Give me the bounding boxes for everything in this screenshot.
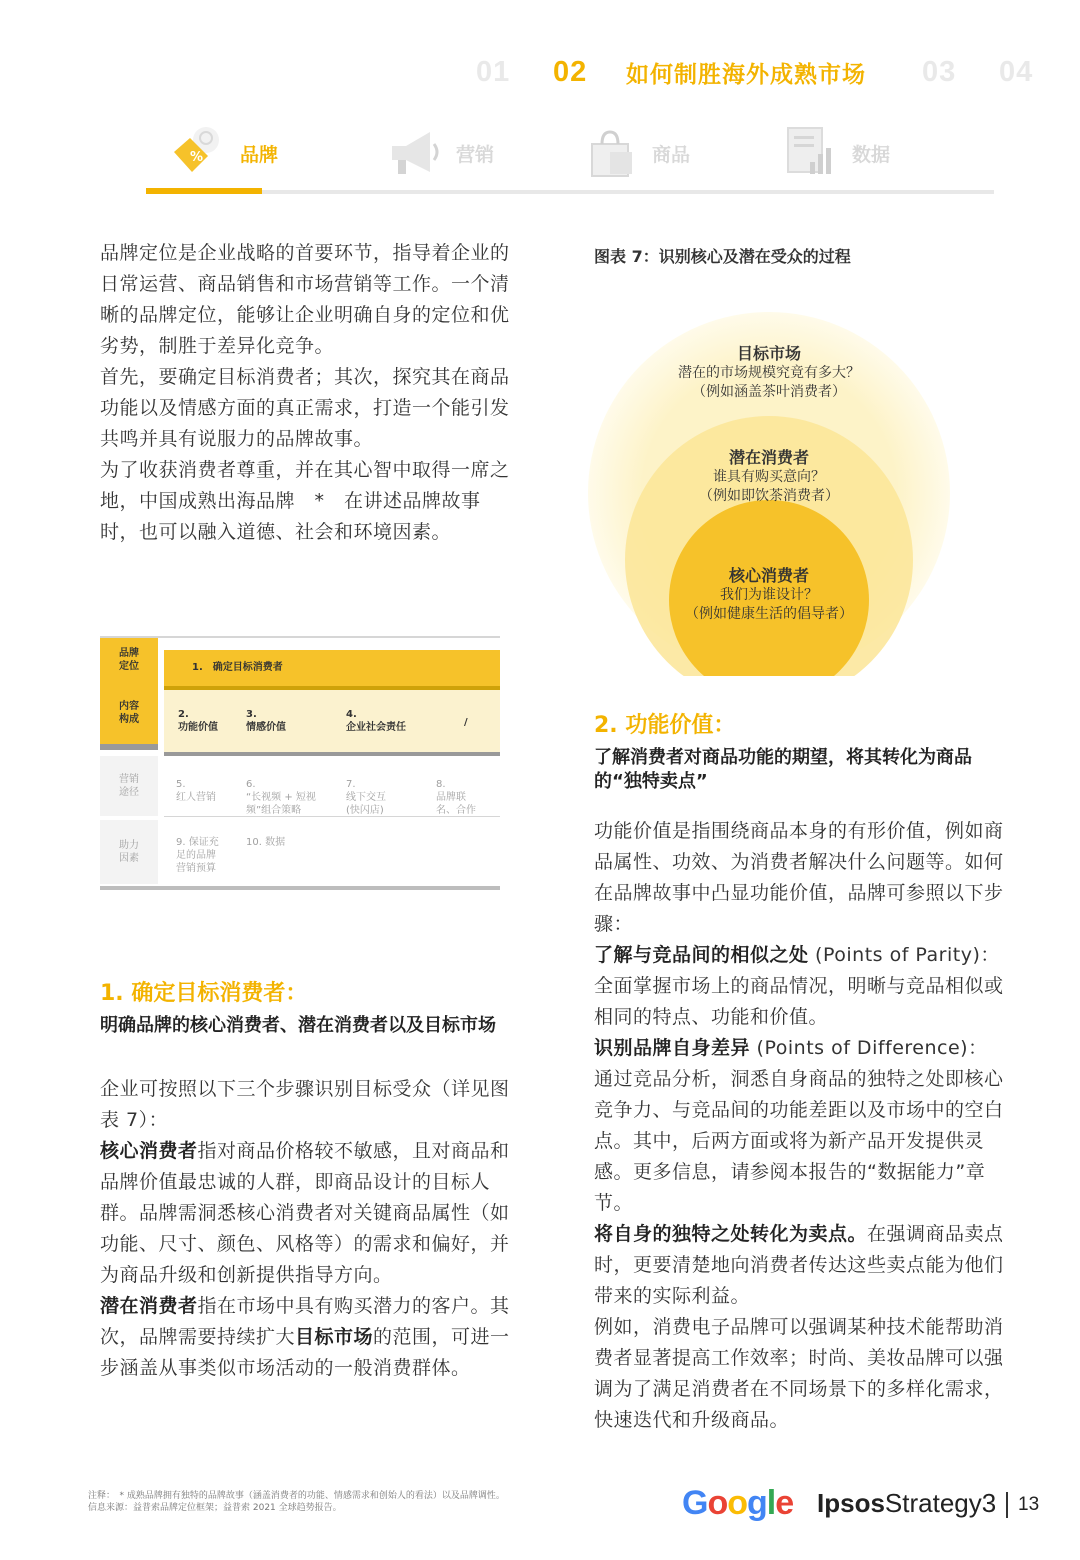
section2-paragraph	[594, 940, 1004, 1033]
megaphone-icon	[384, 122, 446, 184]
footnote-source: 信息来源：益普索品牌定位框架；益普索 2021 全球趋势报告。	[88, 1503, 342, 1513]
footnote-note: 注释： * 成熟品牌拥有独特的品牌故事（涵盖消费者的功能、情感需求和创始人的看法）以及品牌调性。	[88, 1491, 505, 1501]
chapter-01[interactable]: 01	[476, 56, 511, 88]
paragraph-text: (Points of Difference)：通过竞品分析，洞悉自身商品的独特之处即核心竞争力、与竞品间的功能差距以及市场中的空白点。其中，后两方面或将为新产品开发提供灵感。更多信息，请参阅本报告的“数据能力”章节。	[594, 1037, 1004, 1214]
row2-cell: 2. 功能价值	[178, 709, 218, 733]
shopping-bag-icon	[580, 122, 642, 184]
row2-cell: 4. 企业社会责任	[346, 709, 406, 733]
row3-cell: 5. 红人营销	[176, 779, 216, 803]
chapter-02[interactable]: 02	[553, 56, 588, 88]
row3-cell: 8. 品牌联 名、合作	[436, 779, 476, 816]
row4-cell: 9. 保证充 足的品牌 营销预算	[176, 837, 219, 874]
row2-cell: 3. 情感价值	[246, 709, 286, 733]
tab-active-indicator	[146, 188, 262, 194]
row4-cell: 10. 数据	[246, 837, 286, 848]
row4-header: 助力 因素	[119, 840, 139, 864]
row2-bottom-rule	[164, 752, 500, 756]
potential-consumers-line: （例如即饮茶消费者）	[699, 488, 839, 504]
section2-body	[594, 816, 1004, 1436]
row3-cell: 6. “长视频 + 短视 频”组合策略	[246, 779, 316, 816]
row3-cell: 7. 线下交互 (快闪店)	[346, 779, 386, 816]
core-consumers-text	[586, 566, 952, 624]
paragraph-text: 指对商品价格较不敏感，且对商品和品牌价值最忠诚的人群，即商品设计的目标人群。品牌需洞悉核心消费者对关键商品属性（如功能、尺寸、颜色、风格等）的需求和偏好，并为商品升级和创新提供指导方向。	[100, 1140, 510, 1286]
section1-subheading: 明确品牌的核心消费者、潜在消费者以及目标市场	[100, 1015, 496, 1036]
potential-consumers-heading: 潜在消费者	[728, 448, 809, 467]
section1-paragraph	[100, 1291, 510, 1384]
tab-divider	[146, 190, 994, 194]
tab-brand-label: 品牌	[240, 143, 279, 166]
section1-paragraph	[100, 1136, 510, 1291]
core-consumers-line: 我们为谁设计？	[720, 587, 818, 603]
row2-bottom-rule	[100, 744, 158, 750]
section2-paragraph	[594, 1033, 1004, 1219]
section2-paragraph: 例如，消费电子品牌可以强调某种技术能帮助消费者显著提高工作效率；时尚、美妆品牌可以强调为了满足消费者在不同场景下的多样化需求，快速迭代和升级商品。	[594, 1316, 1004, 1431]
tab-data[interactable]	[780, 118, 890, 188]
tab-marketing[interactable]	[384, 118, 494, 188]
row1-header: 品牌 定位	[119, 648, 139, 672]
section2-paragraph: 功能价值是指围绕商品本身的有形价值，例如商品属性、功效、为消费者解决什么问题等。如何在品牌故事中凸显功能价值，品牌可参照以下步骤：	[594, 820, 1004, 935]
brand-framework-table	[100, 636, 500, 892]
section1-body	[100, 1074, 510, 1384]
bold-term: 潜在消费者	[100, 1295, 198, 1317]
section2-paragraph	[594, 1219, 1004, 1312]
paragraph-text: (Points of Parity)：全面掌握市场上的商品情况，明晰与竞品相似或相同的特点、功能和价值。	[594, 944, 1004, 1028]
chapter-04[interactable]: 04	[999, 56, 1034, 88]
chapter-02-title: 如何制胜海外成熟市场	[626, 62, 866, 88]
figure-title: 图表 7：识别核心及潜在受众的过程	[594, 247, 851, 266]
intro-paragraph: 首先，要确定目标消费者；其次，探究其在商品功能以及情感方面的真正需求，打造一个能引发共鸣并具有说服力的品牌故事。	[100, 366, 510, 450]
tab-brand[interactable]	[168, 118, 278, 188]
audience-circles-diagram	[586, 310, 952, 676]
svg-text:%: %	[190, 150, 204, 165]
tag-icon	[168, 122, 230, 184]
ipsos-logo-rest: Strategy3	[884, 1488, 997, 1518]
bold-term: 识别品牌自身差异	[594, 1037, 751, 1059]
google-logo: Google	[682, 1484, 794, 1522]
core-consumers-line: （例如健康生活的倡导者）	[685, 606, 853, 622]
target-market-line: （例如涵盖茶叶消费者）	[692, 384, 846, 400]
paragraph-text: 的范围，可进一步涵盖从事类似市场活动的一般消费群体。	[100, 1326, 510, 1379]
row3-header: 营销 途径	[119, 774, 139, 798]
target-market-heading: 目标市场	[736, 344, 801, 363]
ipsos-strategy3-logo	[817, 1488, 996, 1519]
paragraph-text: 在强调商品卖点时，更要清楚地向消费者传达这些卖点能为他们带来的实际利益。	[594, 1223, 1004, 1307]
bold-term: 了解与竞品间的相似之处	[594, 944, 809, 966]
row1-cell: 1. 确定目标消费者	[192, 662, 283, 673]
footnote	[88, 1490, 648, 1514]
potential-consumers-text	[586, 448, 952, 506]
tab-product[interactable]	[580, 118, 690, 188]
section1-paragraph: 企业可按照以下三个步骤识别目标受众（详见图表 7）：	[100, 1078, 510, 1131]
table-top-rule	[100, 636, 500, 638]
intro-text	[100, 238, 510, 548]
intro-paragraph: 品牌定位是企业战略的首要环节，指导着企业的日常运营、商品销售和市场营销等工作。一个清晰的品牌定位，能够让企业明确自身的定位和优劣势，制胜于差异化竞争。	[100, 242, 510, 357]
page-number: 13	[1018, 1494, 1040, 1515]
core-consumers-heading: 核心消费者	[728, 566, 809, 585]
section2-subheading: 了解消费者对商品功能的期望，将其转化为商品的“独特卖点”	[594, 747, 972, 792]
row2-header: 内容 构成	[119, 701, 139, 725]
ipsos-logo-bold: Ipsos	[817, 1488, 885, 1518]
intro-paragraph: 为了收获消费者尊重，并在其心智中取得一席之地，中国成熟出海品牌 * 在讲述品牌故事时，也可以融入道德、社会和环境因素。	[100, 459, 510, 543]
target-market-line: 潜在的市场规模究竟有多大？	[678, 365, 860, 381]
page-number-divider	[1006, 1492, 1008, 1518]
target-market-text	[586, 344, 952, 402]
bold-term: 目标市场	[295, 1326, 374, 1348]
tab-data-label: 数据	[852, 143, 891, 166]
paragraph-text: 指在市场中具有购买潜力的客户。其次，品牌需要持续扩大	[100, 1295, 510, 1348]
tab-product-label: 商品	[652, 143, 691, 166]
data-chart-icon	[780, 122, 842, 184]
bold-term: 将自身的独特之处转化为卖点。	[594, 1223, 868, 1245]
section1-heading: 1. 确定目标消费者：	[100, 981, 308, 1006]
bold-term: 核心消费者	[100, 1140, 198, 1162]
tab-marketing-label: 营销	[456, 143, 495, 166]
potential-consumers-line: 谁具有购买意向？	[713, 469, 825, 485]
chapter-03[interactable]: 03	[922, 56, 957, 88]
section2-heading: 2. 功能价值：	[594, 713, 736, 738]
row2-cell: /	[464, 717, 468, 728]
table-bottom-rule	[100, 886, 500, 890]
